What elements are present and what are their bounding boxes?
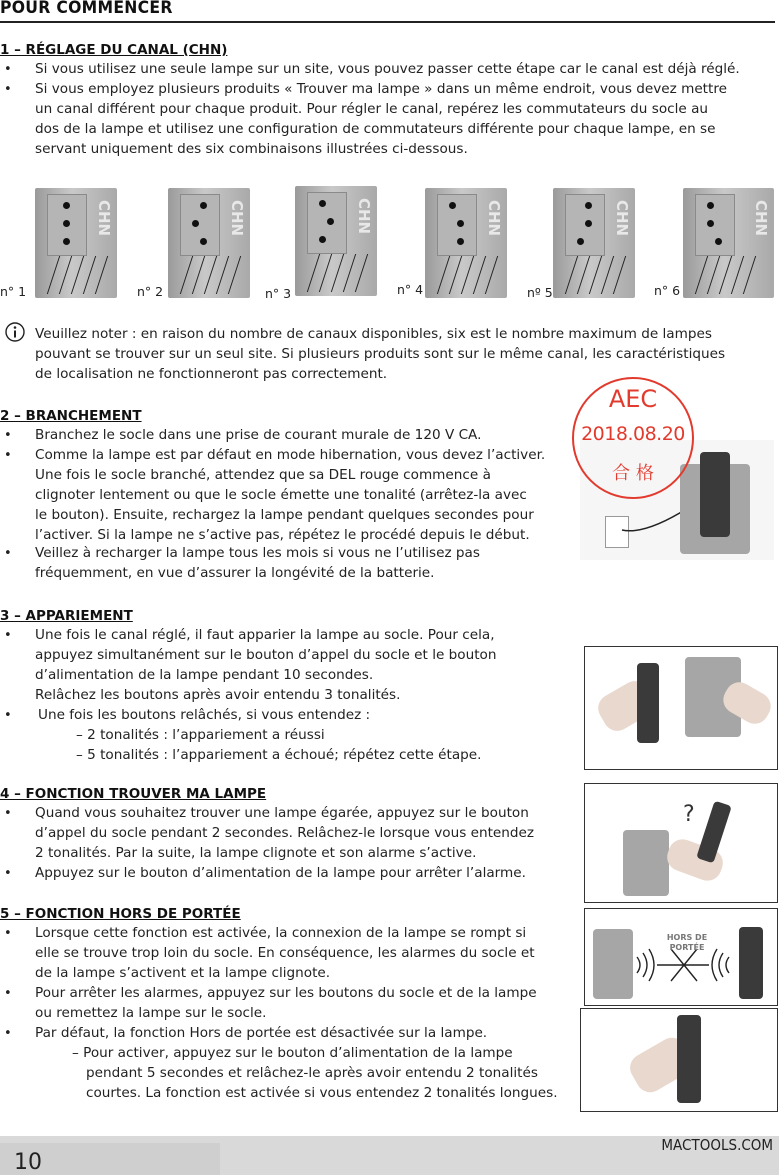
switch-dot [457, 238, 464, 245]
page-title: POUR COMMENCER [0, 0, 173, 18]
note-line-1: Veuillez noter : en raison du nombre de canaux disponibles, six est le nombre maximum de lampes [35, 326, 712, 342]
bullet: • [4, 62, 12, 77]
hatch [216, 256, 229, 294]
hatch [204, 256, 217, 294]
s3-bullet-1-line-1: Une fois le canal réglé, il faut apparier la lampe au socle. Pour cela, [35, 627, 495, 643]
s2-bullet-2-line-4: le bouton). Ensuite, rechargez la lampe pendant quelques secondes pour [35, 507, 534, 523]
section-3-heading: 3 – APPARIEMENT [0, 608, 133, 624]
hatch [83, 256, 96, 294]
s2-bullet-2-line-5: l’activer. Si la lampe ne s’active pas, répétez le procédé depuis le début. [35, 527, 530, 543]
hatch [473, 256, 486, 294]
bullet: • [4, 82, 12, 97]
hatch [461, 256, 474, 294]
switch-dot [457, 220, 464, 227]
section-2-heading: 2 – BRANCHEMENT [0, 408, 142, 424]
charging-base [623, 830, 669, 896]
s5-bullet-2-line-1: Pour arrêter les alarmes, appuyez sur les boutons du socle et de la lampe [35, 985, 537, 1001]
s1-bullet-1: Si vous utilisez une seule lampe sur un site, vous pouvez passer cette étape car le canal est déjà réglé. [35, 61, 740, 77]
switch-label-3: n° 3 [265, 286, 292, 301]
switch-dot [585, 202, 592, 209]
s3-bullet-2: Une fois les boutons relâchés, si vous entendez : [38, 707, 371, 723]
bullet: • [4, 708, 12, 723]
hatch [307, 254, 320, 292]
hatch [707, 256, 720, 294]
s5-bullet-1-line-3: de la lampe s’activent et la lampe clignote. [35, 965, 331, 981]
s1-bullet-2-line-4: servant uniquement des six combinaisons illustrées ci-dessous. [35, 141, 468, 157]
chn-label: CHN [355, 198, 373, 235]
s5-bullet-1-line-2: elle se trouve trop loin du socle. En conséquence, les alarmes du socle et [35, 945, 535, 961]
stamp-line-1: AEC [608, 385, 658, 413]
s3-bullet-1-line-3: d’alimentation de la lampe pendant 10 secondes. [35, 667, 374, 683]
switch-dot [707, 202, 714, 209]
s2-bullet-2-line-3: clignoter lentement ou que le socle émette une tonalité (arrêtez-la avec [35, 487, 527, 503]
section-1-heading: 1 – RÉGLAGE DU CANAL (CHN) [0, 42, 228, 58]
chn-label: CHN [752, 200, 770, 237]
chn-label: CHN [95, 200, 113, 237]
hatch [449, 256, 462, 294]
hatch [565, 256, 578, 294]
hatch [601, 256, 614, 294]
note-line-3: de localisation ne fonctionneront pas correctement. [35, 366, 388, 382]
switch-dot [192, 220, 199, 227]
switch-dot [319, 236, 326, 243]
switch-diagram-4 [425, 188, 507, 298]
out-of-range-illustration [584, 908, 778, 1006]
hatch [95, 256, 108, 294]
s4-bullet-2: Appuyez sur le bouton d’alimentation de la lampe pour arrêter l’alarme. [35, 865, 526, 881]
out-of-range-label [657, 933, 717, 953]
s3-bullet-1-line-2: appuyez simultanément sur le bouton d’appel du socle et le bouton [35, 647, 497, 663]
lamp [700, 452, 730, 537]
s5-bullet-3: Par défaut, la fonction Hors de portée est désactivée sur la lampe. [35, 1025, 488, 1041]
s5-detail-line-3: courtes. La fonction est activée si vous entendez 2 tonalités longues. [86, 1085, 558, 1101]
switch-label-2: n° 2 [137, 284, 164, 299]
switch-dot [200, 202, 207, 209]
stamp-line-2: 2018.08.20 [581, 423, 685, 445]
hatch [355, 254, 368, 292]
bullet: • [4, 448, 12, 463]
out-of-range-label-line-2: PORTÉE [669, 943, 705, 952]
switch-dot [319, 200, 326, 207]
s3-bullet-1-line-4: Relâchez les boutons après avoir entendu 3 tonalités. [35, 687, 401, 703]
switch-dot [449, 202, 456, 209]
site-url: MACTOOLS.COM [661, 1136, 773, 1154]
hatch [228, 256, 241, 294]
hatch [343, 254, 356, 292]
hatch [743, 256, 756, 294]
s5-detail-line-2: pendant 5 secondes et relâchez-le après avoir entendu 2 tonalités [86, 1065, 538, 1081]
s1-bullet-2-line-3: dos de la lampe et utilisez une configuration de commutateurs différente pour chaque lampe, en se [35, 121, 716, 137]
bullet: • [4, 866, 12, 881]
page-number: 10 [14, 1150, 42, 1175]
out-of-range-label-line-1: HORS DE [666, 933, 708, 942]
switch-dot [63, 220, 70, 227]
s5-detail-line-1: – Pour activer, appuyez sur le bouton d’alimentation de la lampe [72, 1045, 513, 1061]
switch-dot [327, 218, 334, 225]
hatch [59, 256, 72, 294]
s2-bullet-3-line-2: fréquemment, en vue d’assurer la longévité de la batterie. [35, 565, 435, 581]
hatch [695, 256, 708, 294]
hatch [485, 256, 498, 294]
switch-dot [63, 202, 70, 209]
switch-dot [715, 238, 722, 245]
hatch [719, 256, 732, 294]
lamp [739, 927, 763, 999]
question-mark: ? [683, 802, 695, 827]
info-icon [4, 321, 26, 343]
switch-diagram-1 [35, 188, 117, 298]
bullet: • [4, 806, 12, 821]
hatch [319, 254, 332, 292]
s2-bullet-2-line-1: Comme la lampe est par défaut en mode hibernation, vous devez l’activer. [35, 447, 546, 463]
hatch [71, 256, 84, 294]
note-line-2: pouvant se trouver sur un seul site. Si plusieurs produits sont sur le même canal, les caractéristiques [35, 346, 726, 362]
chn-label: CHN [228, 200, 246, 237]
s5-bullet-2-line-2: ou remettez la lampe sur le socle. [35, 1005, 267, 1021]
title-rule [0, 21, 775, 23]
charging-base [593, 929, 633, 999]
switch-block [695, 194, 735, 256]
find-lamp-illustration [584, 783, 778, 903]
hatch [192, 256, 205, 294]
bullet: • [4, 628, 12, 643]
certification-stamp [572, 377, 694, 499]
s2-bullet-2-line-2: Une fois le socle branché, attendez que sa DEL rouge commence à [35, 467, 491, 483]
lamp [637, 663, 659, 743]
s3-detail-1: – 2 tonalités : l’appariement a réussi [76, 727, 325, 743]
lamp [677, 1015, 701, 1103]
bullet: • [4, 926, 12, 941]
bullet: • [4, 986, 12, 1001]
s3-detail-2: – 5 tonalités : l’appariement a échoué; répétez cette étape. [76, 747, 482, 763]
s4-bullet-1-line-1: Quand vous souhaitez trouver une lampe égarée, appuyez sur le bouton [35, 805, 529, 821]
switch-dot [707, 220, 714, 227]
hatch [180, 256, 193, 294]
switch-diagram-6 [683, 188, 774, 298]
chn-label: CHN [485, 200, 503, 237]
chn-label: CHN [613, 200, 631, 237]
switch-diagram-2 [168, 188, 250, 298]
s1-bullet-2-line-2: un canal différent pour chaque produit. Pour régler le canal, repérez les commutateurs du socle au [35, 101, 709, 117]
switch-dot [200, 238, 207, 245]
bullet: • [4, 428, 12, 443]
s2-bullet-3-line-1: Veillez à recharger la lampe tous les mois si vous ne l’utilisez pas [35, 545, 480, 561]
section-4-heading: 4 – FONCTION TROUVER MA LAMPE [0, 786, 267, 802]
hatch [613, 256, 626, 294]
hatch [331, 254, 344, 292]
activate-range-illustration [580, 1008, 778, 1112]
s1-bullet-2-line-1: Si vous employez plusieurs produits « Trouver ma lampe » dans un même endroit, vous devez mettre [35, 81, 727, 97]
switch-dot [585, 220, 592, 227]
s5-bullet-1-line-1: Lorsque cette fonction est activée, la connexion de la lampe se rompt si [35, 925, 527, 941]
switch-dot [63, 238, 70, 245]
hatch [437, 256, 450, 294]
lamp [696, 801, 732, 864]
switch-label-5: nº 5 [527, 285, 553, 300]
s4-bullet-1-line-2: d’appel du socle pendant 2 secondes. Relâchez-le lorsque vous entendez [35, 825, 535, 841]
hatch [731, 256, 744, 294]
hatch [589, 256, 602, 294]
bullet: • [4, 546, 12, 561]
switch-diagram-5 [553, 188, 635, 298]
switch-dot [577, 238, 584, 245]
switch-diagram-3 [295, 186, 377, 296]
bullet: • [4, 1026, 12, 1041]
switch-label-6: n° 6 [654, 283, 681, 298]
s2-bullet-1: Branchez le socle dans une prise de courant murale de 120 V CA. [35, 427, 482, 443]
pairing-illustration [584, 646, 778, 770]
hatch [577, 256, 590, 294]
hatch [47, 256, 60, 294]
switch-label-1: n° 1 [0, 284, 27, 299]
stamp-line-3: 合 格 [612, 463, 654, 484]
switch-label-4: n° 4 [397, 282, 424, 297]
section-5-heading: 5 – FONCTION HORS DE PORTÉE [0, 906, 241, 922]
s4-bullet-1-line-3: 2 tonalités. Par la suite, la lampe clignote et son alarme s’active. [35, 845, 477, 861]
